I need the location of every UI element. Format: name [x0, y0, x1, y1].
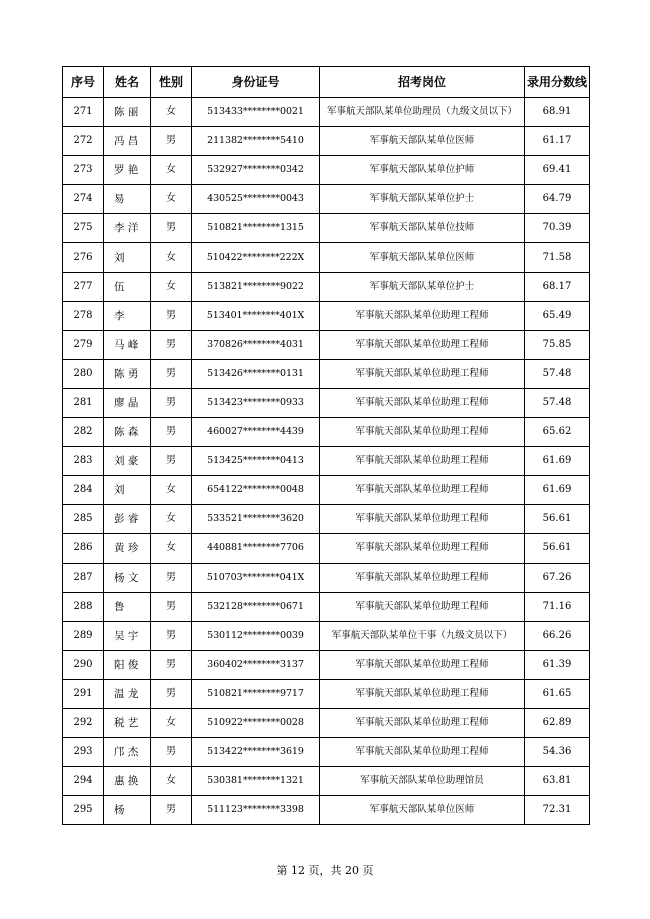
cell-seq: 290 — [63, 650, 104, 679]
cell-score: 61.17 — [525, 127, 590, 156]
cell-id-number: 460027********4439 — [192, 418, 320, 447]
cell-position: 军事航天部队某单位助理工程师 — [320, 447, 525, 476]
cell-seq: 292 — [63, 708, 104, 737]
cell-name: 刘 — [104, 243, 151, 272]
header-score: 录用分数线 — [525, 67, 590, 98]
cell-score: 71.58 — [525, 243, 590, 272]
cell-name: 陈 森 — [104, 418, 151, 447]
table-row — [63, 156, 590, 185]
table-row — [63, 185, 590, 214]
cell-name: 李 — [104, 301, 151, 330]
cell-score: 63.81 — [525, 767, 590, 796]
cell-id-number: 513423********0933 — [192, 388, 320, 417]
cell-score: 65.62 — [525, 418, 590, 447]
cell-seq: 295 — [63, 796, 104, 825]
cell-seq: 289 — [63, 621, 104, 650]
cell-seq: 291 — [63, 679, 104, 708]
table-row — [63, 738, 590, 767]
header-id: 身份证号 — [192, 67, 320, 98]
table-row — [63, 708, 590, 737]
cell-seq: 274 — [63, 185, 104, 214]
cell-score: 56.61 — [525, 534, 590, 563]
table-row — [63, 214, 590, 243]
cell-id-number: 513422********3619 — [192, 738, 320, 767]
cell-id-number: 510821********1315 — [192, 214, 320, 243]
cell-seq: 284 — [63, 476, 104, 505]
cell-id-number: 360402********3137 — [192, 650, 320, 679]
cell-name: 温 龙 — [104, 679, 151, 708]
cell-score: 67.26 — [525, 563, 590, 592]
cell-name: 黄 珍 — [104, 534, 151, 563]
cell-gender: 男 — [151, 214, 192, 243]
cell-name: 陈 勇 — [104, 359, 151, 388]
table-row — [63, 98, 590, 127]
cell-score: 69.41 — [525, 156, 590, 185]
cell-name: 彭 睿 — [104, 505, 151, 534]
header-row — [63, 67, 590, 98]
cell-seq: 279 — [63, 330, 104, 359]
table-row — [63, 650, 590, 679]
cell-position: 军事航天部队某单位助理工程师 — [320, 592, 525, 621]
cell-score: 65.49 — [525, 301, 590, 330]
cell-position: 军事航天部队某单位医师 — [320, 127, 525, 156]
cell-id-number: 530112********0039 — [192, 621, 320, 650]
cell-seq: 294 — [63, 767, 104, 796]
cell-seq: 288 — [63, 592, 104, 621]
header-position: 招考岗位 — [320, 67, 525, 98]
cell-gender: 男 — [151, 127, 192, 156]
cell-seq: 293 — [63, 738, 104, 767]
cell-name: 阳 俊 — [104, 650, 151, 679]
cell-gender: 女 — [151, 98, 192, 127]
cell-score: 62.89 — [525, 708, 590, 737]
cell-score: 64.79 — [525, 185, 590, 214]
cell-score: 61.39 — [525, 650, 590, 679]
table-row — [63, 418, 590, 447]
cell-score: 57.48 — [525, 388, 590, 417]
cell-name: 刘 豪 — [104, 447, 151, 476]
cell-gender: 男 — [151, 447, 192, 476]
header-seq: 序号 — [63, 67, 104, 98]
table-row — [63, 127, 590, 156]
cell-name: 杨 — [104, 796, 151, 825]
table-row — [63, 796, 590, 825]
cell-score: 61.69 — [525, 447, 590, 476]
cell-score: 70.39 — [525, 214, 590, 243]
cell-position: 军事航天部队某单位助理工程师 — [320, 650, 525, 679]
cell-gender: 女 — [151, 272, 192, 301]
cell-seq: 271 — [63, 98, 104, 127]
cell-gender: 女 — [151, 185, 192, 214]
cell-gender: 男 — [151, 388, 192, 417]
cell-name: 马 峰 — [104, 330, 151, 359]
cell-position: 军事航天部队某单位助理工程师 — [320, 679, 525, 708]
cell-seq: 278 — [63, 301, 104, 330]
cell-id-number: 510703********041X — [192, 563, 320, 592]
cell-name: 刘 — [104, 476, 151, 505]
cell-id-number: 513426********0131 — [192, 359, 320, 388]
cell-id-number: 513401********401X — [192, 301, 320, 330]
table-row — [63, 243, 590, 272]
table-row — [63, 505, 590, 534]
cell-name: 税 艺 — [104, 708, 151, 737]
cell-gender: 女 — [151, 156, 192, 185]
table-row — [63, 301, 590, 330]
cell-id-number: 440881********7706 — [192, 534, 320, 563]
cell-gender: 男 — [151, 650, 192, 679]
cell-score: 68.91 — [525, 98, 590, 127]
table-row — [63, 272, 590, 301]
cell-name: 惠 换 — [104, 767, 151, 796]
cell-gender: 男 — [151, 301, 192, 330]
cell-gender: 女 — [151, 505, 192, 534]
cell-name: 陈 丽 — [104, 98, 151, 127]
cell-id-number: 511123********3398 — [192, 796, 320, 825]
cell-position: 军事航天部队某单位助理工程师 — [320, 359, 525, 388]
table-row — [63, 621, 590, 650]
cell-gender: 女 — [151, 534, 192, 563]
cell-position: 军事航天部队某单位护师 — [320, 156, 525, 185]
cell-seq: 275 — [63, 214, 104, 243]
cell-score: 61.69 — [525, 476, 590, 505]
cell-position: 军事航天部队某单位助理工程师 — [320, 708, 525, 737]
cell-position: 军事航天部队某单位助理工程师 — [320, 388, 525, 417]
cell-name: 杨 文 — [104, 563, 151, 592]
cell-id-number: 513425********0413 — [192, 447, 320, 476]
cell-name: 廖 晶 — [104, 388, 151, 417]
cell-id-number: 654122********0048 — [192, 476, 320, 505]
cell-seq: 280 — [63, 359, 104, 388]
cell-gender: 女 — [151, 767, 192, 796]
cell-position: 军事航天部队某单位助理工程师 — [320, 301, 525, 330]
table-row — [63, 476, 590, 505]
cell-gender: 男 — [151, 738, 192, 767]
cell-score: 68.17 — [525, 272, 590, 301]
cell-name: 冯 昌 — [104, 127, 151, 156]
cell-id-number: 533521********3620 — [192, 505, 320, 534]
cell-gender: 男 — [151, 359, 192, 388]
cell-gender: 男 — [151, 796, 192, 825]
cell-id-number: 510422********222X — [192, 243, 320, 272]
cell-score: 57.48 — [525, 359, 590, 388]
cell-id-number: 532927********0342 — [192, 156, 320, 185]
cell-seq: 277 — [63, 272, 104, 301]
cell-gender: 女 — [151, 708, 192, 737]
cell-position: 军事航天部队某单位助理工程师 — [320, 476, 525, 505]
table-row — [63, 330, 590, 359]
cell-score: 61.65 — [525, 679, 590, 708]
cell-position: 军事航天部队某单位医师 — [320, 796, 525, 825]
cell-id-number: 513821********9022 — [192, 272, 320, 301]
table-row — [63, 388, 590, 417]
cell-score: 72.31 — [525, 796, 590, 825]
cell-position: 军事航天部队某单位技师 — [320, 214, 525, 243]
cell-name: 李 洋 — [104, 214, 151, 243]
cell-score: 56.61 — [525, 505, 590, 534]
cell-seq: 273 — [63, 156, 104, 185]
cell-gender: 女 — [151, 243, 192, 272]
cell-position: 军事航天部队某单位助理工程师 — [320, 330, 525, 359]
cell-name: 易 — [104, 185, 151, 214]
cell-position: 军事航天部队某单位助理工程师 — [320, 534, 525, 563]
cell-position: 军事航天部队某单位干事（九级文员以下） — [320, 621, 525, 650]
cell-position: 军事航天部队某单位助理员（九级文员以下） — [320, 98, 525, 127]
cell-position: 军事航天部队某单位医师 — [320, 243, 525, 272]
cell-position: 军事航天部队某单位护士 — [320, 185, 525, 214]
cell-id-number: 513433********0021 — [192, 98, 320, 127]
cell-seq: 282 — [63, 418, 104, 447]
cell-name: 罗 艳 — [104, 156, 151, 185]
cell-name: 鲁 — [104, 592, 151, 621]
cell-position: 军事航天部队某单位护士 — [320, 272, 525, 301]
table-row — [63, 359, 590, 388]
cell-position: 军事航天部队某单位助理工程师 — [320, 505, 525, 534]
cell-id-number: 532128********0671 — [192, 592, 320, 621]
cell-seq: 281 — [63, 388, 104, 417]
results-table — [62, 66, 590, 825]
cell-score: 54.36 — [525, 738, 590, 767]
cell-gender: 男 — [151, 621, 192, 650]
header-name: 姓名 — [104, 67, 151, 98]
table-row — [63, 767, 590, 796]
cell-seq: 276 — [63, 243, 104, 272]
cell-gender: 女 — [151, 476, 192, 505]
table-row — [63, 447, 590, 476]
cell-gender: 男 — [151, 418, 192, 447]
cell-gender: 男 — [151, 679, 192, 708]
header-gender: 性别 — [151, 67, 192, 98]
table-row — [63, 534, 590, 563]
cell-position: 军事航天部队某单位助理工程师 — [320, 563, 525, 592]
table-row — [63, 592, 590, 621]
cell-seq: 283 — [63, 447, 104, 476]
cell-score: 66.26 — [525, 621, 590, 650]
cell-seq: 272 — [63, 127, 104, 156]
cell-position: 军事航天部队某单位助理工程师 — [320, 738, 525, 767]
table-body — [63, 98, 590, 825]
cell-gender: 男 — [151, 330, 192, 359]
page-footer: 第 12 页，共 20 页 — [276, 864, 374, 877]
cell-position: 军事航天部队某单位助理馆员 — [320, 767, 525, 796]
cell-seq: 286 — [63, 534, 104, 563]
cell-name: 邝 杰 — [104, 738, 151, 767]
cell-gender: 男 — [151, 592, 192, 621]
cell-name: 吴 宇 — [104, 621, 151, 650]
cell-name: 伍 — [104, 272, 151, 301]
cell-id-number: 510821********9717 — [192, 679, 320, 708]
cell-gender: 男 — [151, 563, 192, 592]
cell-id-number: 370826********4031 — [192, 330, 320, 359]
cell-id-number: 430525********0043 — [192, 185, 320, 214]
cell-position: 军事航天部队某单位助理工程师 — [320, 418, 525, 447]
table-row — [63, 679, 590, 708]
cell-id-number: 530381********1321 — [192, 767, 320, 796]
cell-id-number: 510922********0028 — [192, 708, 320, 737]
cell-seq: 287 — [63, 563, 104, 592]
cell-seq: 285 — [63, 505, 104, 534]
cell-id-number: 211382********5410 — [192, 127, 320, 156]
table-row — [63, 563, 590, 592]
cell-score: 71.16 — [525, 592, 590, 621]
cell-score: 75.85 — [525, 330, 590, 359]
